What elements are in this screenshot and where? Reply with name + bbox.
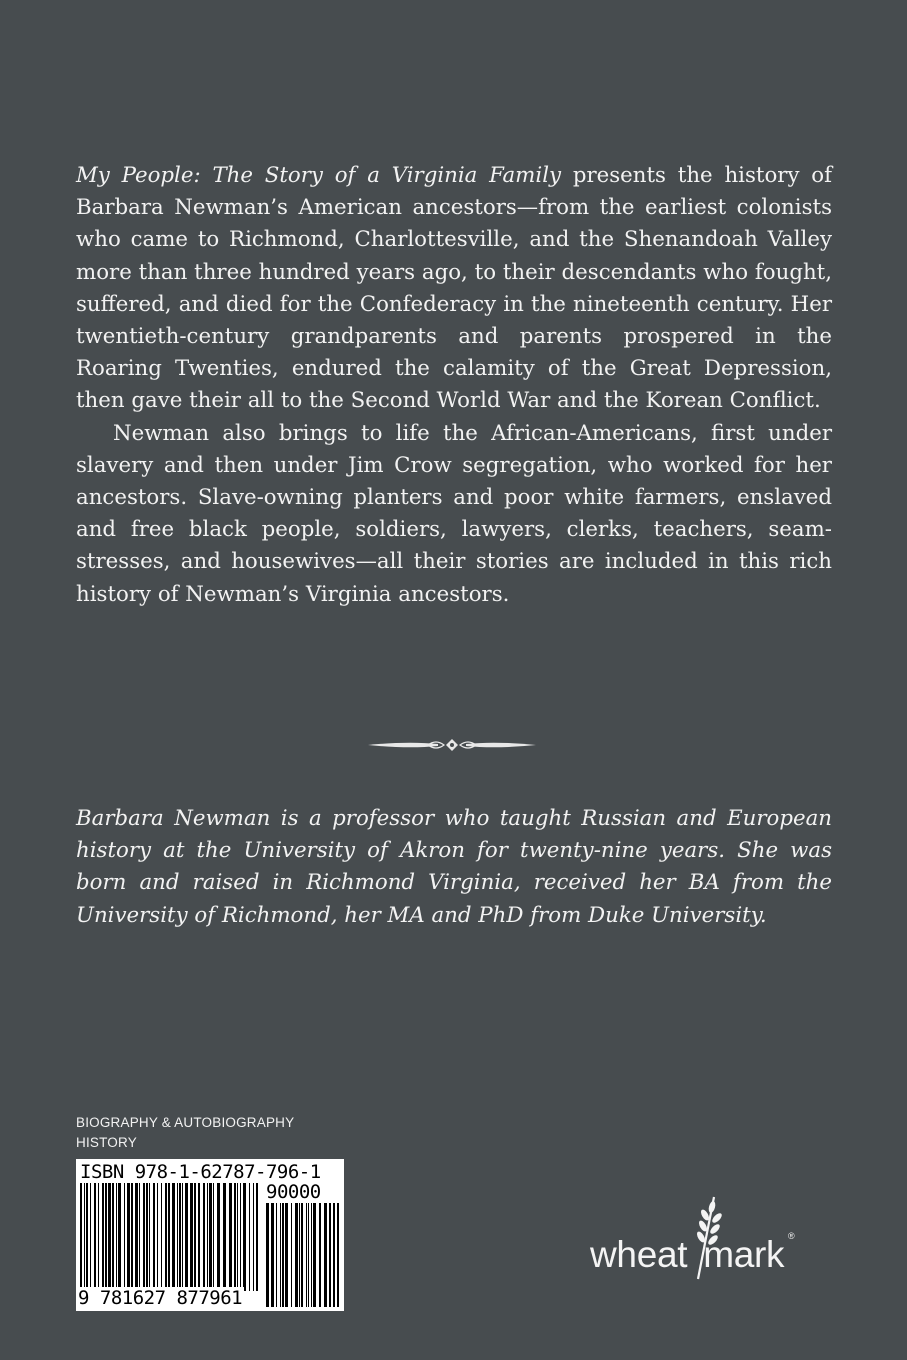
publisher-logo [590,1195,810,1285]
book-blurb [76,160,832,611]
publisher-name-left: wheat [590,1234,688,1275]
price-code: 90000 [266,1181,321,1203]
ornament-divider [368,735,536,755]
publisher-name [590,1233,784,1277]
blurb-paragraph-1-text: presents the history of Barbara Newman’s American ancestors—from the earliest colonists who came to Richmond, Charlottesville, and the Shenandoah Valley more than three hundred years ago, to their descendants who fought, suffered, and died for the Confederacy in the nineteenth century. Her twentieth-century grandparents and parents prospered in the Roaring Twenties, endured the calamity of the Great Depression, then gave their all to the Second World War and the Korean Conflict. [76,163,832,414]
registered-mark: ® [788,1231,795,1241]
category-item: HISTORY [76,1135,137,1150]
barcode-bars [80,1183,258,1291]
barcode-digits: 9 781627 877961 [78,1287,243,1309]
barcode-addon-bars [266,1203,340,1307]
blurb-paragraph-1 [76,160,832,418]
category-list [76,1113,294,1153]
publisher-name-right: mark [703,1234,785,1275]
isbn-barcode [76,1159,344,1311]
category-item: BIOGRAPHY & AUTOBIOGRAPHY [76,1115,295,1130]
book-title: My People: The Story of a Virginia Family [76,163,562,188]
isbn-label: ISBN 978-1-62787-796-1 [80,1161,321,1183]
author-bio: Barbara Newman is a professor who taught Russian and European history at the University of Akron for twenty-nine years. She was born and raised in Richmond Virginia, received her BA from the University of Richmond, her MA and PhD from Duke University. [76,806,832,928]
blurb-paragraph-2: Newman also brings to life the African-Americans, first under slavery and then under Jim Crow segregation, who worked for her ancestors. Slave-owning planters and poor white farmers, enslaved and free black people, soldiers, lawyers, clerks, teachers, seamstresses, and housewives—all their stories are included in this rich history of Newman’s Virginia ancestors. [76,420,832,607]
